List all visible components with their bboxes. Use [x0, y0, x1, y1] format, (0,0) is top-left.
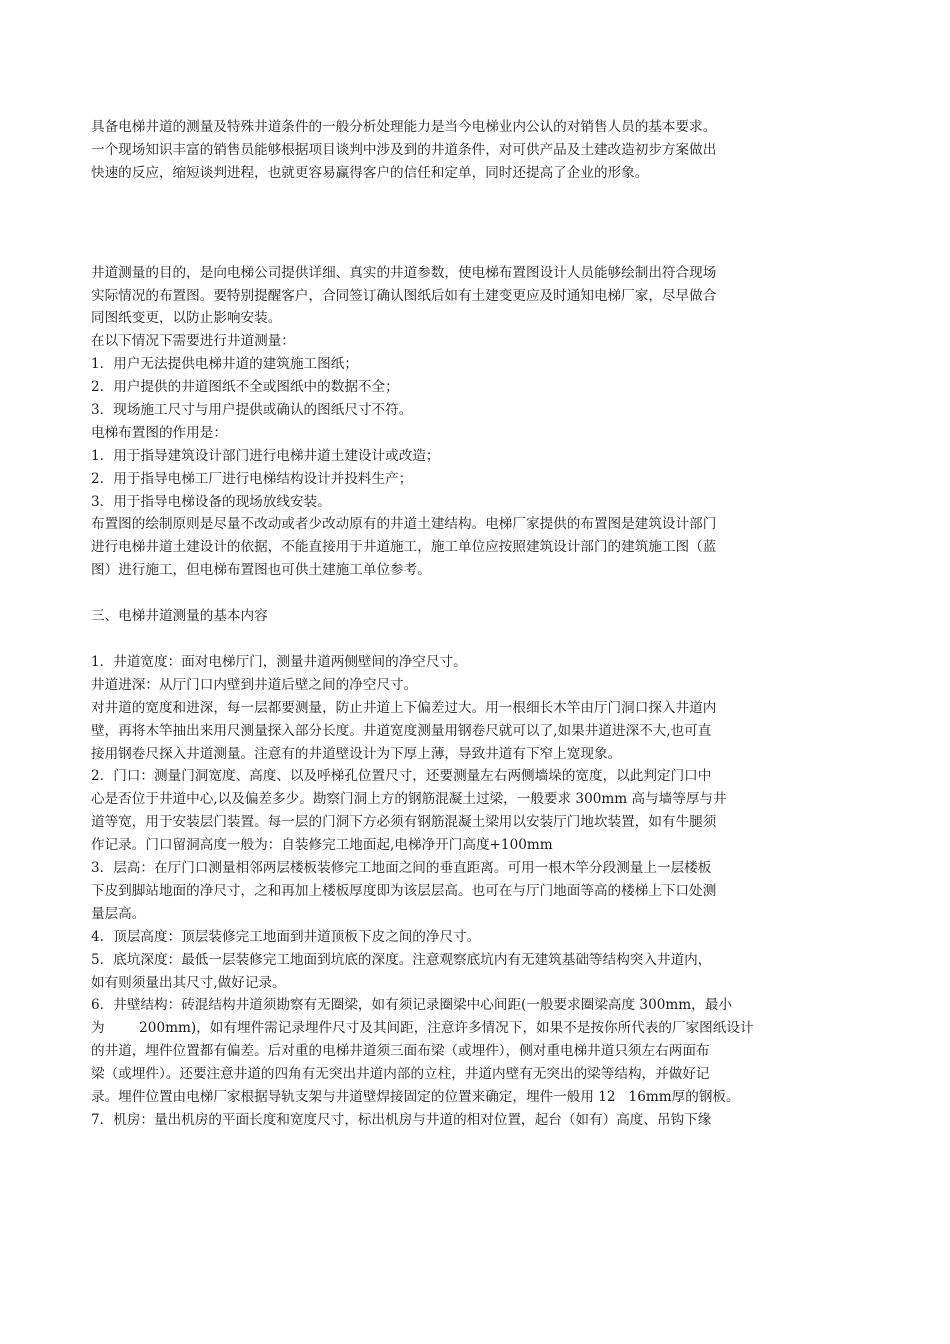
text-line: 1．井道宽度：面对电梯厅门，测量井道两侧壁间的净空尺寸。	[91, 654, 467, 671]
text-line: 梁（或埋件）。还要注意井道的四角有无突出井道内部的立柱，井道内壁有无突出的梁等结构，并做好记	[91, 1066, 710, 1083]
text-line: 如有则须量出其尺寸,做好记录。	[91, 974, 286, 991]
text-line: 井道测量的目的，是向电梯公司提供详细、真实的井道参数，使电梯布置图设计人员能够绘制出符合现场	[91, 264, 717, 281]
text-line: 为 200mm)，如有埋件需记录埋件尺寸及其间距，注意许多情况下，如果不是按你所代表的厂家图纸设计	[91, 1020, 754, 1037]
intro-paragraph	[91, 116, 911, 185]
text-line: 的井道，埋件位置都有偏差。后对重的电梯井道须三面布梁（或埋件），侧对重电梯井道只须左右两面布	[91, 1043, 710, 1060]
document-body	[91, 116, 911, 1132]
section-heading: 三、电梯井道测量的基本内容	[91, 608, 268, 625]
measurement-content	[91, 651, 911, 1132]
text-line: 进行电梯井道土建设计的依据，不能直接用于井道施工，施工单位应按照建筑设计部门的建筑施工图（蓝	[91, 539, 717, 556]
purpose-section	[91, 262, 911, 582]
text-line: 6．井壁结构：砖混结构井道须勘察有无圈梁，如有须记录圈梁中心间距(一般要求圈梁高度 300mm，最小	[91, 997, 732, 1014]
spacer	[91, 185, 911, 262]
text-line: 道等宽，用于安装层门装置。每一层的门洞下方必须有钢筋混凝土梁用以安装厅门地坎装置，如有牛腿须	[91, 814, 717, 831]
text-line: 布置图的绘制原则是尽量不改动或者少改动原有的井道土建结构。电梯厂家提供的布置图是建筑设计部门	[91, 516, 717, 533]
text-line: 在以下情况下需要进行井道测量：	[91, 333, 295, 350]
list-item: 2．用户提供的井道图纸不全或图纸中的数据不全；	[91, 379, 399, 396]
text-line: 2．门口：测量门洞宽度、高度、以及呼梯孔位置尺寸，还要测量左右两侧墙垛的宽度，以此判定门口中	[91, 768, 712, 785]
text-line: 心是否位于井道中心,以及偏差多少。勘察门洞上方的钢筋混凝土过梁，一般要求 300mm 高与墙等厚与井	[91, 791, 727, 808]
text-line: 量层高。	[91, 905, 146, 922]
text-line: 图）进行施工，但电梯布置图也可供土建施工单位参考。	[91, 562, 431, 579]
text-line: 作记录。门口留洞高度一般为：自装修完工地面起,电梯净开门高度+100mm	[91, 837, 553, 854]
list-item: 1．用于指导建筑设计部门进行电梯井道土建设计或改造；	[91, 447, 440, 464]
text-line: 快速的反应，缩短谈判进程，也就更容易赢得客户的信任和定单，同时还提高了企业的形象。	[91, 164, 649, 181]
text-line: 壁，再将木竿抽出来用尺测量探入部分长度。井道宽度测量用钢卷尺就可以了,如果井道进深不大,也可直	[91, 722, 712, 739]
text-line: 同图纸变更，以防止影响安装。	[91, 310, 282, 327]
text-line: 4．顶层高度：顶层装修完工地面到井道顶板下皮之间的净尺寸。	[91, 928, 481, 945]
list-item: 2．用于指导电梯工厂进行电梯结构设计并投料生产；	[91, 470, 413, 487]
list-item: 3．用于指导电梯设备的现场放线安装。	[91, 493, 331, 510]
text-line: 具备电梯井道的测量及特殊井道条件的一般分析处理能力是当今电梯业内公认的对销售人员的基本要求。	[91, 119, 717, 135]
list-item: 1．用户无法提供电梯井道的建筑施工图纸；	[91, 356, 358, 373]
spacer	[91, 628, 911, 651]
spacer	[91, 582, 911, 605]
text-line: 对井道的宽度和进深，每一层都要测量，防止井道上下偏差过大。用一根细长木竿由厅门洞口探入井道内	[91, 699, 717, 716]
text-line: 3．层高：在厅门口测量相邻两层楼板装修完工地面之间的垂直距离。可用一根木竿分段测量上一层楼板	[91, 860, 712, 877]
text-line: 一个现场知识丰富的销售员能够根据项目谈判中涉及到的井道条件，对可供产品及土建改造初步方案做出	[91, 141, 717, 158]
text-line: 7．机房：量出机房的平面长度和宽度尺寸，标出机房与井道的相对位置，起台（如有）高度、吊钩下缘	[91, 1111, 712, 1128]
list-item: 3．现场施工尺寸与用户提供或确认的图纸尺寸不符。	[91, 402, 413, 419]
text-line: 电梯布置图的作用是：	[91, 424, 227, 441]
text-line: 录。埋件位置由电梯厂家根据导轨支架与井道壁焊接固定的位置来确定，埋件一般用 12 16mm厚的钢板。	[91, 1088, 740, 1105]
text-line: 5．底坑深度：最低一层装修完工地面到坑底的深度。注意观察底坑内有无建筑基础等结构突入井道内，	[91, 951, 712, 968]
text-line: 下皮到脚站地面的净尺寸，之和再加上楼板厚度即为该层层高。也可在与厅门地面等高的楼梯上下口处测	[91, 882, 717, 899]
text-line: 井道进深：从厅门口内壁到井道后壁之间的净空尺寸。	[91, 676, 418, 693]
text-line: 接用钢卷尺探入井道测量。注意有的井道壁设计为下厚上薄，导致井道有下窄上宽现象。	[91, 745, 622, 762]
text-line: 实际情况的布置图。要特别提醒客户，合同签订确认图纸后如有土建变更应及时通知电梯厂家，尽早做合	[91, 287, 717, 304]
